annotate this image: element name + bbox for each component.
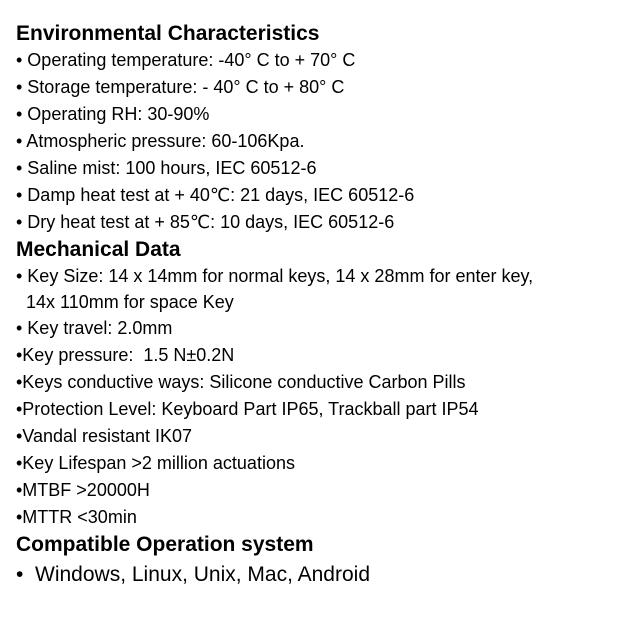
spec-item-mtbf: •MTBF >20000H: [16, 480, 150, 500]
spec-item-keys-conductive-ways: •Keys conductive ways: Silicone conductive Carbon Pills: [16, 372, 466, 392]
spec-item-damp-heat-test: • Damp heat test at + 40℃: 21 days, IEC 60512-6: [16, 185, 415, 205]
spec-item-saline-mist: • Saline mist: 100 hours, IEC 60512-6: [16, 158, 317, 178]
spec-item-operating-systems: • Windows, Linux, Unix, Mac, Android: [16, 563, 370, 586]
spec-item-atmospheric-pressure: • Atmospheric pressure: 60-106Kpa.: [16, 131, 305, 151]
spec-item-key-size: • Key Size: 14 x 14mm for normal keys, 14 x 28mm for enter key, 14x 110mm for space Key: [16, 266, 534, 312]
spec-item-mttr: •MTTR <30min: [16, 507, 137, 527]
spec-item-key-pressure: •Key pressure: 1.5 N±0.2N: [16, 345, 235, 365]
spec-item-protection-level: •Protection Level: Keyboard Part IP65, Trackball part IP54: [16, 399, 479, 419]
spec-item-operating-temperature: • Operating temperature: -40° C to + 70° C: [16, 50, 356, 70]
section-title-mechanical: Mechanical Data: [16, 238, 181, 261]
spec-item-key-travel: • Key travel: 2.0mm: [16, 318, 173, 338]
spec-item-key-lifespan: •Key Lifespan >2 million actuations: [16, 453, 295, 473]
spec-document: [16, 20, 621, 591]
spec-item-operating-rh: • Operating RH: 30-90%: [16, 104, 210, 124]
spec-item-vandal-resistant: •Vandal resistant IK07: [16, 426, 193, 446]
section-title-compatible-os: Compatible Operation system: [16, 533, 314, 556]
spec-item-storage-temperature: • Storage temperature: - 40° C to + 80° C: [16, 77, 345, 97]
section-title-environmental: Environmental Characteristics: [16, 22, 320, 45]
spec-item-dry-heat-test: • Dry heat test at + 85℃: 10 days, IEC 60512-6: [16, 212, 395, 232]
